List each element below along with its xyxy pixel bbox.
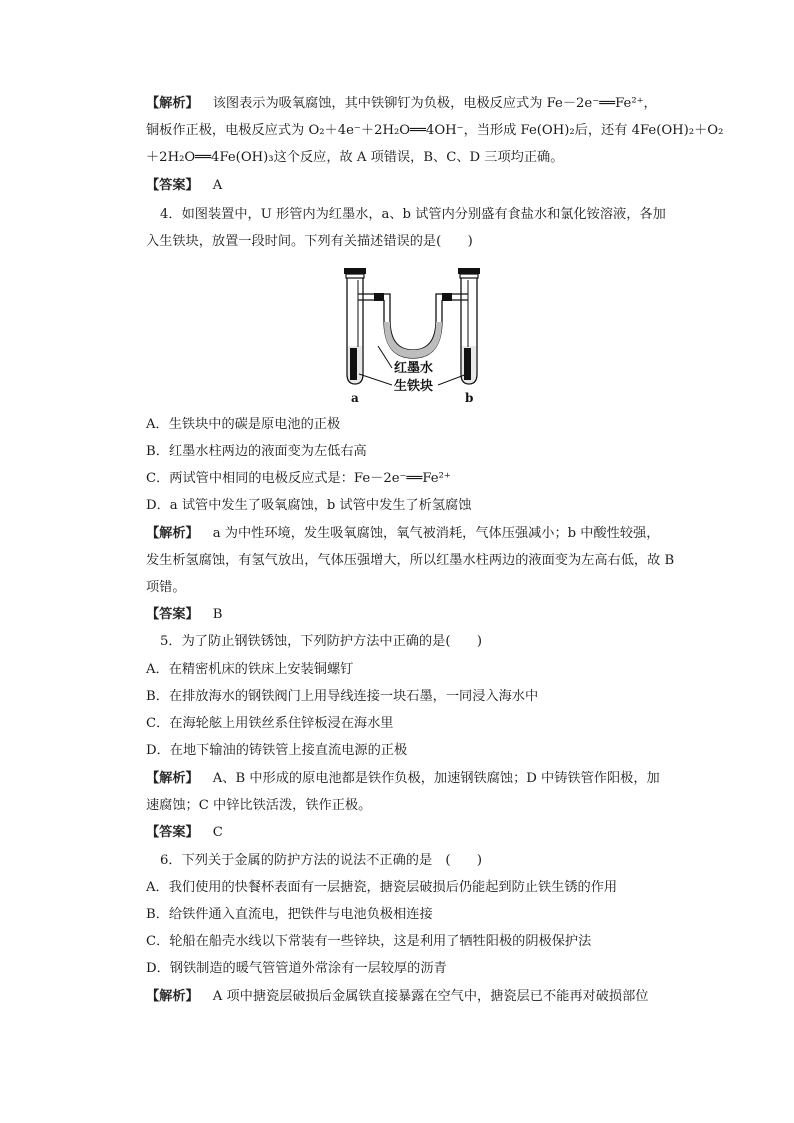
option-c: C．轮船在船壳水线以下常装有一些锌块，这是利用了牺牲阳极的阴极保护法 xyxy=(146,934,592,949)
option-a: A．我们使用的快餐杯表面有一层搪瓷，搪瓷层破损后仍能起到防止铁生锈的作用 xyxy=(146,880,618,895)
option-b: B．给铁件通入直流电，把铁件与电池负极相连接 xyxy=(146,907,433,922)
tube-b xyxy=(458,268,480,384)
analysis-text: 该图表示为吸氧腐蚀，其中铁铆钉为负极，电极反应式为 Fe－2e⁻══Fe²⁺， xyxy=(212,96,657,111)
answer-value: B xyxy=(212,607,223,622)
option-c: C．两试管中相同的电极反应式是：Fe－2e⁻══Fe²⁺ xyxy=(146,471,451,486)
analysis-tag: 【解析】 xyxy=(146,96,199,111)
analysis-line xyxy=(146,94,680,114)
analysis-line: 速腐蚀；C 中锌比铁活泼，铁作正极。 xyxy=(146,798,372,813)
label-red-ink: 红墨水 xyxy=(394,361,434,376)
question-stem: 入生铁块，放置一段时间。下列有关描述错误的是( ) xyxy=(146,234,473,249)
option-d: D．a 试管中发生了吸氧腐蚀，b 试管中发生了析氢腐蚀 xyxy=(146,498,472,513)
answer-tag: 【答案】 xyxy=(146,825,199,840)
option-a: A．在精密机床的铁床上安装铜螺钉 xyxy=(146,662,354,677)
analysis-text: a 为中性环境，发生吸氧腐蚀，氧气被消耗，气体压强减小；b 中酸性较强， xyxy=(212,526,660,541)
label-tube-a: a xyxy=(351,391,359,404)
analysis-line: 铜板作正极，电极反应式为 O₂＋4e⁻＋2H₂O══4OH⁻，当形成 Fe(OH)₂后，还有 4Fe(OH)₂＋O₂ xyxy=(146,123,724,138)
label-tube-b: b xyxy=(465,391,474,404)
tube-a xyxy=(344,268,366,384)
question-stem: 6．下列关于金属的防护方法的说法不正确的是 ( ) xyxy=(160,853,482,868)
analysis-text: A、B 中形成的原电池都是铁作负极，加速钢铁腐蚀；D 中铸铁管作阳极，加 xyxy=(212,771,660,786)
analysis-line: 发生析氢腐蚀，有氢气放出，气体压强增大，所以红墨水柱两边的液面变为左高右低，故 B xyxy=(146,553,675,568)
option-a: A．生铁块中的碳是原电池的正极 xyxy=(146,417,341,432)
u-tube-figure xyxy=(330,262,500,404)
answer-line xyxy=(146,176,680,196)
analysis-line xyxy=(146,987,680,1007)
option-b: B．在排放海水的钢铁阀门上用导线连接一块石墨，一同浸入海水中 xyxy=(146,689,539,704)
question-stem: 5．为了防止钢铁锈蚀，下列防护方法中正确的是( ) xyxy=(160,634,482,649)
analysis-text: A 项中搪瓷层破损后金属铁直接暴露在空气中，搪瓷层已不能再对破损部位 xyxy=(212,989,649,1004)
analysis-line xyxy=(146,769,680,789)
answer-tag: 【答案】 xyxy=(146,607,199,622)
answer-tag: 【答案】 xyxy=(146,178,199,193)
option-c: C．在海轮舷上用铁丝系住锌板浸在海水里 xyxy=(146,716,394,731)
option-b: B．红墨水柱两边的液面变为左低右高 xyxy=(146,444,367,459)
analysis-tag: 【解析】 xyxy=(146,771,199,786)
analysis-line: 项错。 xyxy=(146,580,186,595)
u-tube xyxy=(358,293,468,358)
analysis-tag: 【解析】 xyxy=(146,989,199,1004)
answer-line xyxy=(146,605,680,625)
question-stem: 4．如图装置中，U 形管内为红墨水，a、b 试管内分别盛有食盐水和氯化铵溶液，各加 xyxy=(160,207,666,222)
answer-value: C xyxy=(212,825,223,840)
analysis-tag: 【解析】 xyxy=(146,526,199,541)
answer-value: A xyxy=(212,178,223,193)
option-d: D．钢铁制造的暖气管管道外常涂有一层较厚的沥青 xyxy=(146,961,447,976)
analysis-line: ＋2H₂O══4Fe(OH)₃这个反应，故 A 项错误，B、C、D 三项均正确。 xyxy=(146,150,564,165)
option-d: D．在地下输油的铸铁管上接直流电源的正极 xyxy=(146,743,408,758)
answer-line xyxy=(146,823,680,843)
u-tube-diagram xyxy=(330,262,500,404)
label-pig-iron: 生铁块 xyxy=(394,379,434,394)
analysis-line xyxy=(146,524,680,544)
